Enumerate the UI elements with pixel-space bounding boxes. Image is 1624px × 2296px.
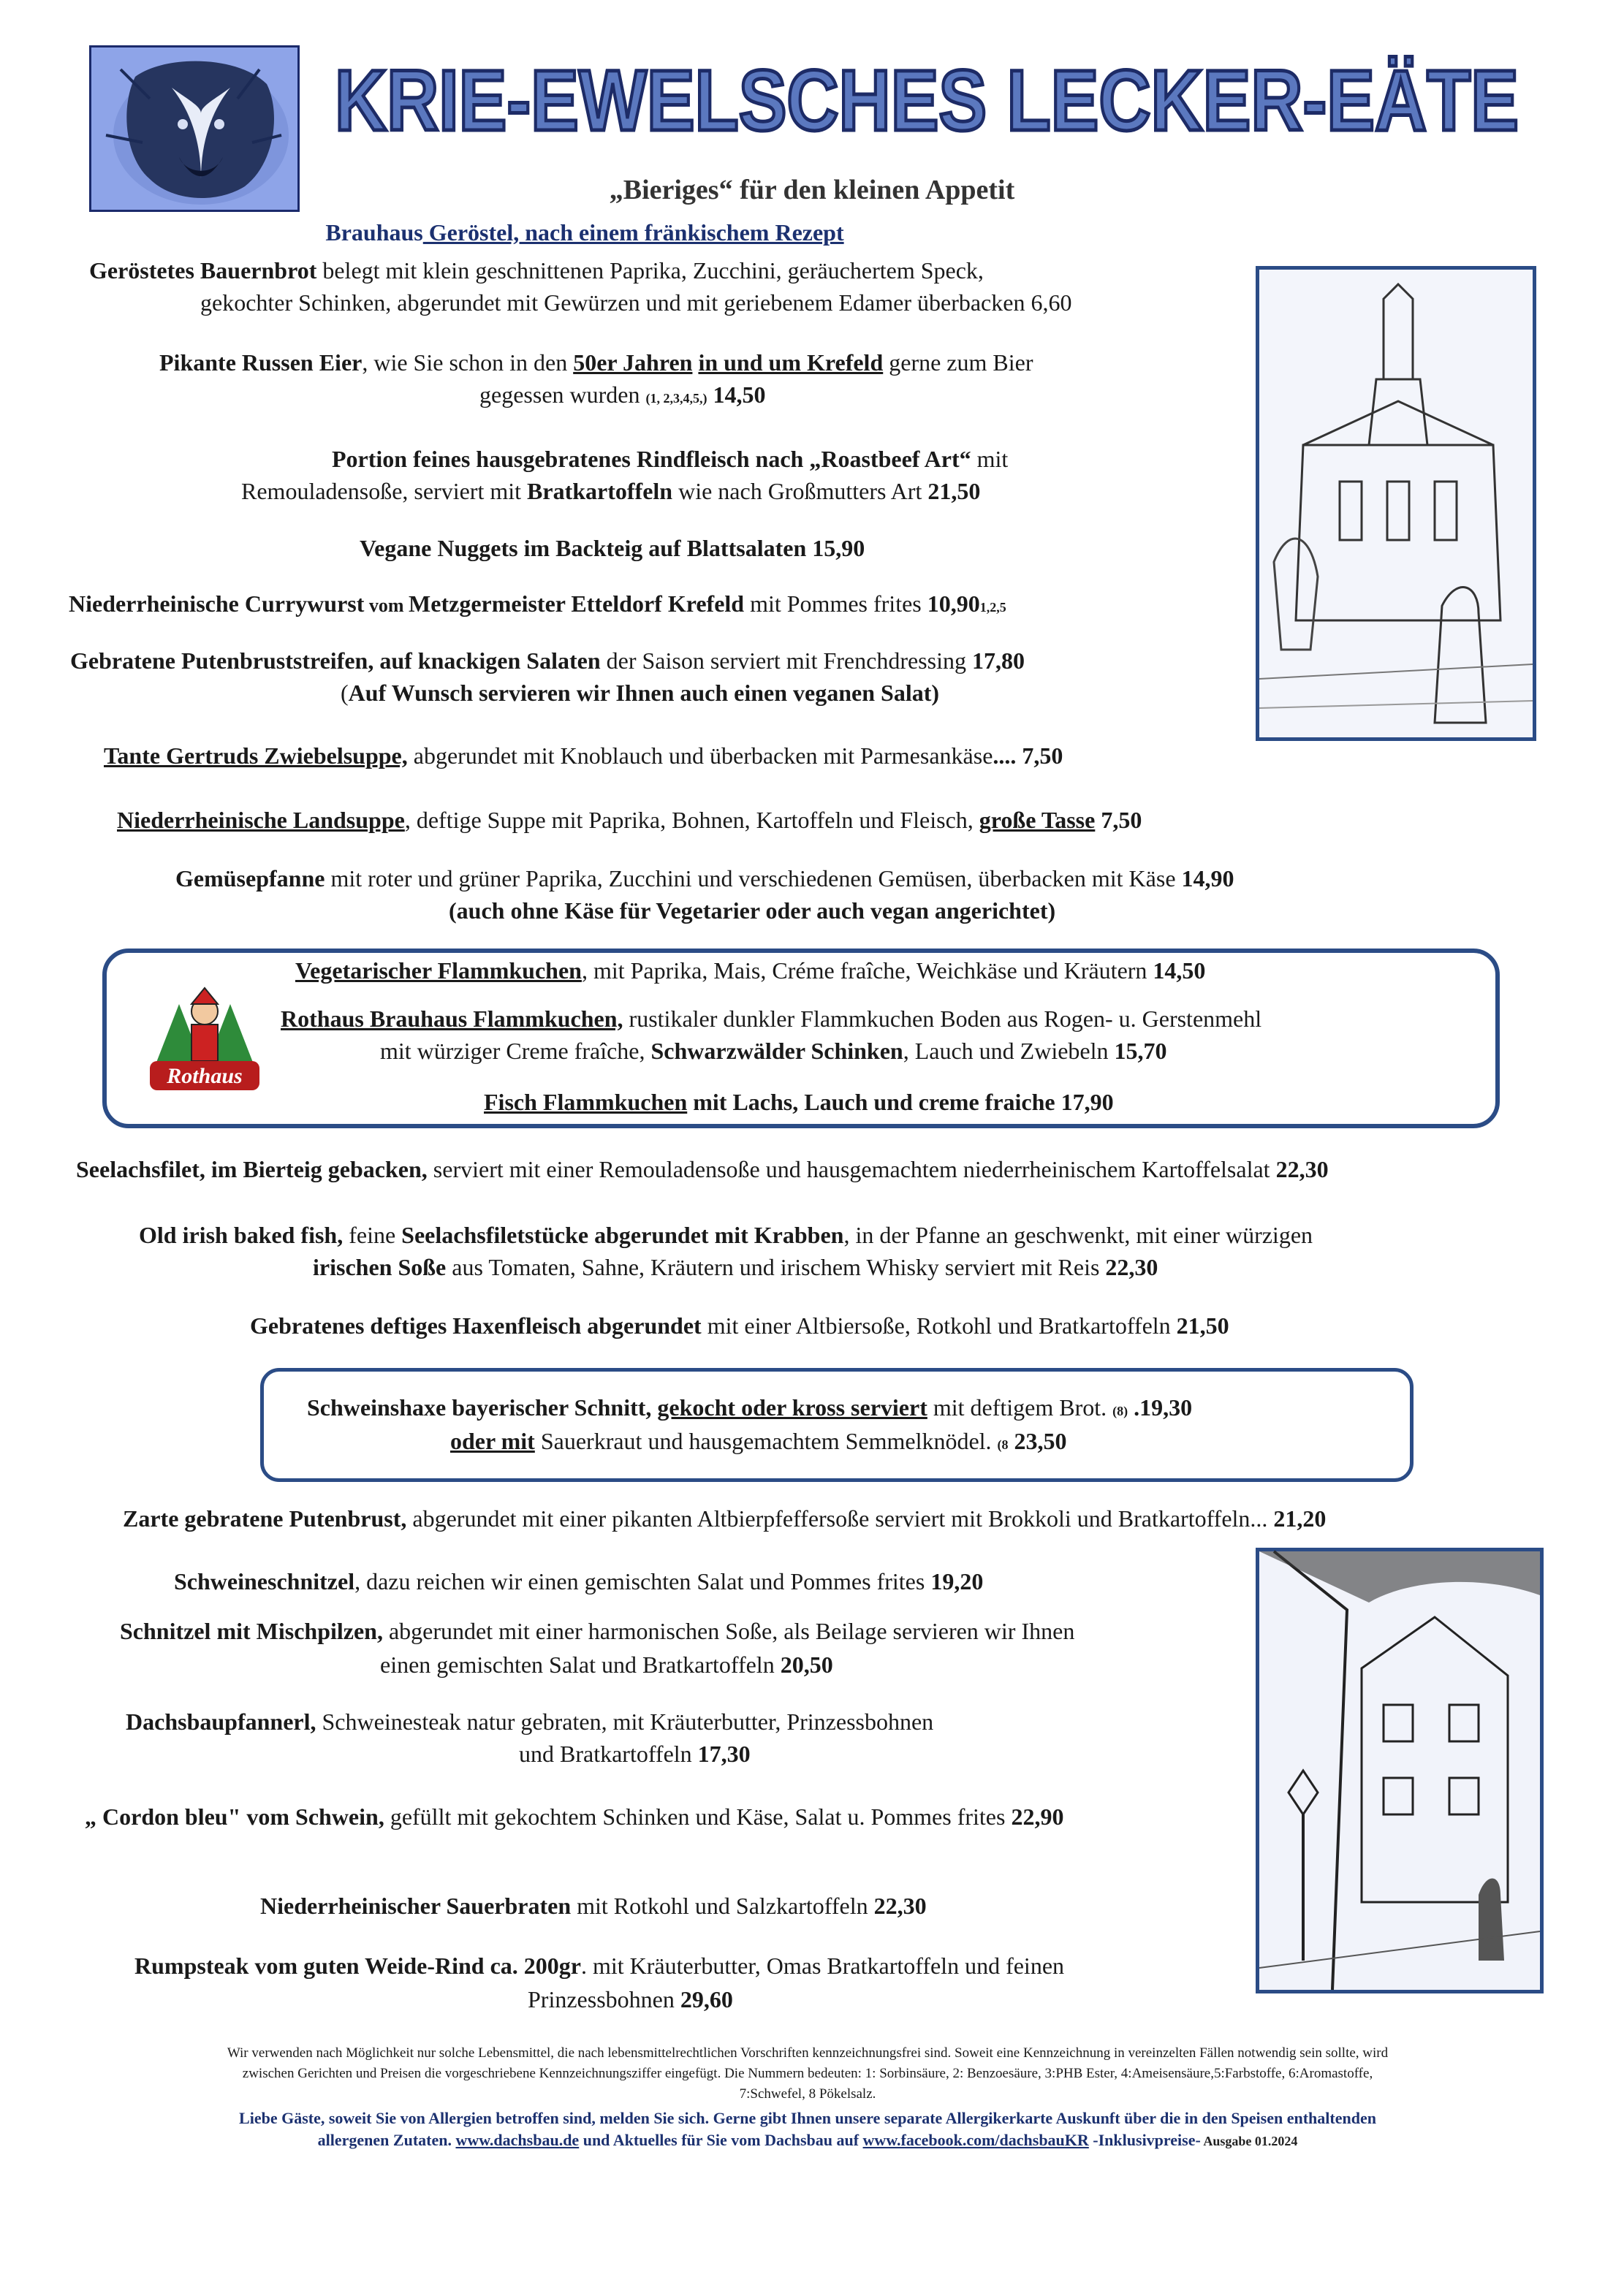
menu-item-vegane-nuggets: Vegane Nuggets im Backteig auf Blattsalaten 15,90	[360, 535, 865, 561]
menu-item-putenbruststreifen: Gebratene Putenbruststreifen, auf knackigen Salaten der Saison serviert mit Frenchdressing 17,80	[70, 647, 1025, 674]
footer-notice-1: Wir verwenden nach Möglichkeit nur solche Lebensmittel, die nach lebensmittelrechtlichen Vorschriften kennzeichnungsfrei sind. Soweit eine Kennzeichnung in vereinzelten Fällen notwendig sein sollte, wird	[227, 2045, 1389, 2061]
subtitle: „Bieriges“ für den kleinen Appetit	[609, 175, 1015, 205]
menu-item-putenbrust: Zarte gebratene Putenbrust, abgerundet mit einer pikanten Altbierpfeffersoße serviert mit Brokkoli und Bratkartoffeln... 21,20	[123, 1505, 1327, 1532]
menu-item-roastbeef: Portion feines hausgebratenes Rindfleisch nach „Roastbeef Art“ mit	[332, 446, 1009, 472]
menu-item-schweinshaxe: Schweinshaxe bayerischer Schnitt, gekocht oder kross serviert mit deftigem Brot. (8) .19,30	[307, 1394, 1193, 1421]
svg-text:Rothaus: Rothaus	[167, 1064, 243, 1088]
menu-item-veg-flammkuchen: Vegetarischer Flammkuchen, mit Paprika, Mais, Créme fraîche, Weichkäse und Kräutern 14,50	[295, 957, 1206, 984]
menu-item-irish-fish: Old irish baked fish, feine Seelachsfiletstücke abgerundet mit Krabben, in der Pfanne an geschwenkt, mit einer würzigen	[139, 1222, 1313, 1248]
menu-item-roastbeef-line2: Remouladensoße, serviert mit Bratkartoffeln wie nach Großmutters Art 21,50	[241, 478, 981, 504]
menu-item-bauernbrot-line2: gekochter Schinken, abgerundet mit Gewürzen und mit geriebenem Edamer überbacken 6,60	[200, 289, 1072, 316]
menu-item-gemuesepfanne: Gemüsepfanne mit roter und grüner Paprika, Zucchini und verschiedenen Gemüsen, überbacken mit Käse 14,90	[175, 865, 1234, 892]
subtitle-brauhaus: Brauhaus Geröstel, nach einem fränkischem Rezept	[325, 219, 844, 246]
menu-title	[327, 51, 1526, 149]
footer-notice-2: zwischen Gerichten und Preisen die vorgeschriebene Kennzeichnungsziffer eingefügt. Die Nummern bedeuten: 1: Sorbinsäure, 2: Benzoesäure, 3:PHB Ester, 4:Ameisensäure,5:Farbstoffe, 6:Aromastoffe,	[242, 2066, 1373, 2081]
menu-item-zwiebelsuppe: Tante Gertruds Zwiebelsuppe, abgerundet mit Knoblauch und überbacken mit Parmesankäse.... 7,50	[104, 742, 1063, 769]
menu-item-schnitzel-mischpilze-line2: einen gemischten Salat und Bratkartoffeln 20,50	[380, 1651, 833, 1678]
website-link[interactable]: www.dachsbau.de	[455, 2131, 580, 2149]
menu-item-russen-eier: Pikante Russen Eier, wie Sie schon in den 50er Jahren in und um Krefeld gerne zum Bier	[159, 349, 1033, 376]
menu-item-sauerbraten: Niederrheinischer Sauerbraten mit Rotkohl und Salzkartoffeln 22,30	[260, 1893, 927, 1919]
menu-item-schnitzel-mischpilze: Schnitzel mit Mischpilzen, abgerundet mit einer harmonischen Soße, als Beilage servieren wir Ihnen	[120, 1618, 1075, 1644]
menu-item-rumpsteak: Rumpsteak vom guten Weide-Rind ca. 200gr. mit Kräuterbutter, Omas Bratkartoffeln und feinen	[134, 1953, 1065, 1979]
menu-item-bauernbrot: Geröstetes Bauernbrot belegt mit klein geschnittenen Paprika, Zucchini, geräuchertem Speck,	[89, 257, 984, 284]
rothaus-logo	[146, 975, 263, 1098]
menu-item-rumpsteak-line2: Prinzessbohnen 29,60	[528, 1986, 733, 2012]
menu-item-seelachsfilet: Seelachsfilet, im Bierteig gebacken, serviert mit einer Remouladensoße und hausgemachtem niederrheinischem Kartoffelsalat 22,30	[76, 1156, 1329, 1182]
footer-allergy-1: Liebe Gäste, soweit Sie von Allergien betroffen sind, melden Sie sich. Gerne gibt Ihnen unsere separate Allergikerkarte Auskunft über die in den Speisen enthaltenden	[239, 2109, 1376, 2127]
menu-item-schweinshaxe-line2: oder mit Sauerkraut und hausgemachtem Semmelknödel. (8 23,50	[450, 1428, 1067, 1454]
menu-item-haxenfleisch: Gebratenes deftiges Haxenfleisch abgerundet mit einer Altbiersoße, Rotkohl und Bratkartoffeln 21,50	[250, 1312, 1229, 1339]
menu-item-schweineschnitzel: Schweineschnitzel, dazu reichen wir einen gemischten Salat und Pommes frites 19,20	[174, 1568, 984, 1594]
menu-item-rothaus-flammkuchen: Rothaus Brauhaus Flammkuchen, rustikaler dunkler Flammkuchen Boden aus Rogen- u. Gerstenmehl	[281, 1006, 1262, 1032]
menu-item-dachsbaupfannerl-line2: und Bratkartoffeln 17,30	[519, 1741, 751, 1767]
church-sketch-image	[1256, 266, 1536, 741]
menu-item-irish-fish-line2: irischen Soße aus Tomaten, Sahne, Kräutern und irischem Whisky serviert mit Reis 22,30	[313, 1254, 1158, 1280]
street-sketch-image	[1256, 1548, 1544, 1993]
footer-allergy-2: allergenen Zutaten. www.dachsbau.de und Aktuelles für Sie vom Dachsbau auf www.facebook.com/dachsbauKR -Inklusivpreise- Ausgabe 01.2024	[317, 2131, 1298, 2149]
menu-item-landsuppe: Niederrheinische Landsuppe, deftige Suppe mit Paprika, Bohnen, Kartoffeln und Fleisch, große Tasse 7,50	[117, 807, 1142, 833]
title-text: KRIE-EWELSCHES LECKER-EÄTE	[335, 53, 1519, 149]
menu-item-currywurst: Niederrheinische Currywurst vom Metzgermeister Etteldorf Krefeld mit Pommes frites 10,901,2,5	[69, 590, 1006, 617]
menu-item-russen-eier-line2: gegessen wurden (1, 2,3,4,5,) 14,50	[479, 381, 766, 408]
menu-item-dachsbaupfannerl: Dachsbaupfannerl, Schweinesteak natur gebraten, mit Kräuterbutter, Prinzessbohnen	[126, 1708, 934, 1735]
menu-item-gemuesepfanne-line2: (auch ohne Käse für Vegetarier oder auch vegan angerichtet)	[449, 897, 1056, 924]
facebook-link[interactable]: www.facebook.com/dachsbauKR	[862, 2131, 1089, 2149]
footer-notice-3: 7:Schwefel, 8 Pökelsalz.	[739, 2086, 876, 2102]
menu-item-cordon-bleu: „ Cordon bleu" vom Schwein, gefüllt mit gekochtem Schinken und Käse, Salat u. Pommes frites 22,90	[85, 1803, 1064, 1830]
menu-item-rothaus-flammkuchen-line2: mit würziger Creme fraîche, Schwarzwälder Schinken, Lauch und Zwiebeln 15,70	[380, 1038, 1167, 1064]
menu-item-putenbruststreifen-line2: (Auf Wunsch servieren wir Ihnen auch einen veganen Salat)	[341, 680, 940, 706]
menu-item-fisch-flammkuchen: Fisch Flammkuchen mit Lachs, Lauch und creme fraiche 17,90	[484, 1089, 1114, 1115]
